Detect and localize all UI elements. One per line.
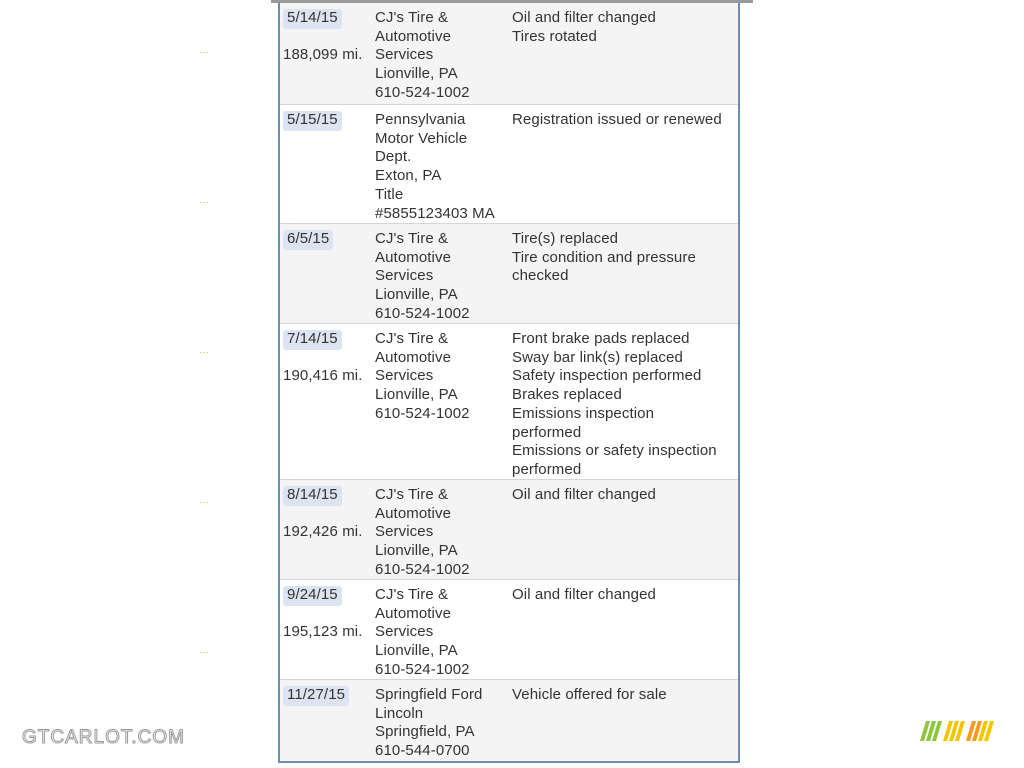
source-line: 610-524-1002 <box>375 560 470 578</box>
record-mileage: 190,416 mi. <box>283 367 363 384</box>
side-marker: ... <box>199 45 210 55</box>
comment-line: Emissions inspection <box>512 404 655 422</box>
source-line: Automotive <box>375 27 452 45</box>
logo-green-stripes <box>920 721 942 741</box>
source-line: 610-524-1002 <box>375 83 470 101</box>
source-line: CJ's Tire & <box>375 330 449 347</box>
comment-line: Oil and filter changed <box>512 586 656 603</box>
source-line: Services <box>375 367 434 385</box>
source-line: Springfield, PA <box>375 723 475 741</box>
record-date: 11/27/15 <box>283 686 349 706</box>
logo-yellow-stripes <box>943 721 965 741</box>
record-comments <box>512 230 737 286</box>
comment-line: Registration issued or renewed <box>512 111 722 128</box>
source-line: #5855123403 MA <box>375 204 495 222</box>
comment-line: Brakes replaced <box>512 386 622 404</box>
record-source <box>375 586 510 680</box>
source-line: Lionville, PA <box>375 386 458 404</box>
source-line: CJ's Tire & <box>375 9 449 26</box>
source-line: Motor Vehicle <box>375 129 468 147</box>
record-date: 5/14/15 <box>283 9 342 29</box>
record-date: 9/24/15 <box>283 586 342 606</box>
comment-line: performed <box>512 423 582 441</box>
comment-line: Vehicle offered for sale <box>512 686 667 703</box>
source-line: Lionville, PA <box>375 642 458 660</box>
source-line: Lionville, PA <box>375 65 458 83</box>
source-line: Services <box>375 523 434 541</box>
side-marker: ... <box>199 195 210 205</box>
comment-line: Sway bar link(s) replaced <box>512 348 683 366</box>
comment-line: Emissions or safety inspection <box>512 442 717 460</box>
source-line: Lionville, PA <box>375 286 458 304</box>
record-date: 8/14/15 <box>283 486 342 506</box>
record-comments <box>512 686 737 705</box>
record-date: 7/14/15 <box>283 330 342 350</box>
logo-orange-stripes <box>966 721 994 741</box>
comment-line: Front brake pads replaced <box>512 330 690 347</box>
source-line: CJ's Tire & <box>375 586 449 603</box>
record-comments <box>512 586 737 605</box>
table-row <box>280 105 738 224</box>
comment-line: Tire(s) replaced <box>512 230 619 247</box>
comment-line: checked <box>512 267 569 285</box>
record-comments <box>512 111 737 130</box>
source-line: Lincoln <box>375 704 424 722</box>
table-row <box>280 580 738 680</box>
comment-line: Tires rotated <box>512 27 597 45</box>
record-comments <box>512 9 737 46</box>
vehicle-history-table <box>278 3 740 763</box>
source-line: Automotive <box>375 248 452 266</box>
source-line: 610-544-0700 <box>375 742 470 760</box>
record-comments <box>512 330 737 480</box>
comment-line: Safety inspection performed <box>512 367 702 385</box>
record-mileage: 192,426 mi. <box>283 523 363 540</box>
record-date: 5/15/15 <box>283 111 342 131</box>
gtcarlot-watermark: GTCARLOT.COM <box>22 727 185 748</box>
record-source <box>375 111 510 223</box>
record-source <box>375 486 510 580</box>
side-marker: ... <box>199 345 210 355</box>
source-line: Title <box>375 185 404 203</box>
record-source <box>375 9 510 103</box>
record-source <box>375 230 510 324</box>
table-row <box>280 480 738 580</box>
source-line: 610-524-1002 <box>375 404 470 422</box>
side-marker: ... <box>199 495 210 505</box>
record-source <box>375 686 510 761</box>
comment-line: Tire condition and pressure <box>512 248 696 266</box>
side-marker: ... <box>199 645 210 655</box>
source-line: Dept. <box>375 148 412 166</box>
comment-line: performed <box>512 460 582 478</box>
source-line: Lionville, PA <box>375 542 458 560</box>
source-line: Automotive <box>375 504 452 522</box>
source-line: 610-524-1002 <box>375 660 470 678</box>
source-line: CJ's Tire & <box>375 486 449 503</box>
table-row <box>280 680 738 763</box>
table-row <box>280 224 738 324</box>
source-line: Pennsylvania <box>375 111 466 128</box>
record-comments <box>512 486 737 505</box>
source-line: CJ's Tire & <box>375 230 449 247</box>
source-line: Services <box>375 46 434 64</box>
record-mileage: 195,123 mi. <box>283 623 363 640</box>
striped-logo-icon <box>920 721 998 741</box>
source-line: Services <box>375 623 434 641</box>
source-line: 610-524-1002 <box>375 304 470 322</box>
table-row <box>280 324 738 480</box>
source-line: Exton, PA <box>375 167 442 185</box>
record-mileage: 188,099 mi. <box>283 46 363 63</box>
source-line: Automotive <box>375 348 452 366</box>
source-line: Springfield Ford <box>375 686 483 703</box>
record-source <box>375 330 510 424</box>
source-line: Automotive <box>375 604 452 622</box>
table-row <box>280 3 738 105</box>
comment-line: Oil and filter changed <box>512 486 656 503</box>
comment-line: Oil and filter changed <box>512 9 656 26</box>
record-date: 6/5/15 <box>283 230 333 250</box>
source-line: Services <box>375 267 434 285</box>
